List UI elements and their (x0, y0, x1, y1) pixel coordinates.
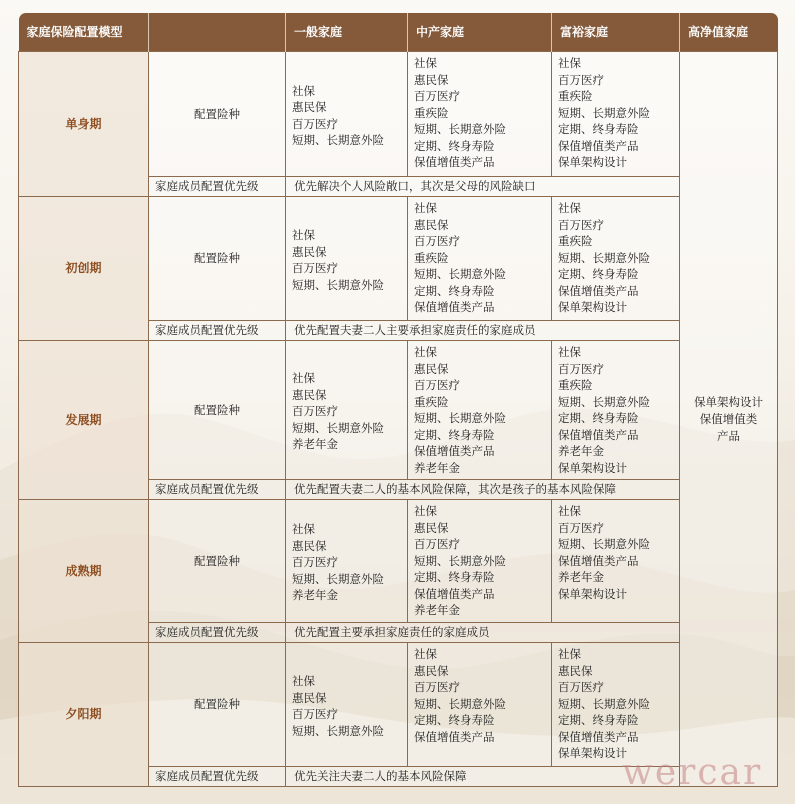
stage-label: 单身期 (19, 52, 149, 197)
list-item: 惠民保 (414, 72, 449, 87)
list-item: 保值增值类产品 (414, 300, 495, 314)
list-item: 惠民保 (292, 100, 327, 114)
list-item: 短期、长期意外险 (292, 571, 384, 586)
affluent-cell (552, 197, 680, 321)
list-item: 保单架构设计 (694, 394, 763, 409)
list-item: 社保 (558, 345, 581, 359)
priority-text: 优先配置夫妻二人主要承担家庭责任的家庭成员 (286, 321, 680, 341)
list-item: 社保 (558, 504, 581, 518)
table-row (19, 197, 778, 321)
header-blank (149, 13, 286, 52)
list-item: 社保 (558, 56, 581, 70)
affluent-cell (552, 52, 680, 177)
list-item: 保单架构设计 (558, 746, 627, 760)
list-item: 惠民保 (414, 520, 449, 535)
header-model: 家庭保险配置模型 (19, 13, 149, 52)
list-item: 保值增值类产品 (558, 427, 639, 442)
watermark: wercar (622, 752, 763, 793)
list-item: 社保 (414, 345, 437, 359)
insurance-types-label: 配置险种 (149, 197, 286, 321)
list-item: 重疾险 (414, 250, 449, 265)
list-item: 保值增值类产品 (414, 444, 495, 458)
list-item: 社保 (292, 228, 315, 242)
list-item: 百万医疗 (558, 72, 604, 87)
list-item: 百万医疗 (558, 520, 604, 535)
list-item: 短期、长期意外险 (292, 277, 384, 292)
priority-label: 家庭成员配置优先级 (149, 480, 286, 500)
list-item: 惠民保 (292, 387, 327, 402)
list-item: 百万医疗 (414, 234, 460, 248)
list-item: 百万医疗 (414, 378, 460, 392)
list-item: 短期、长期意外险 (292, 420, 384, 435)
list-item: 养老年金 (414, 460, 460, 475)
table-header-row (19, 13, 778, 52)
list-item: 惠民保 (414, 663, 449, 678)
stage-label: 发展期 (19, 341, 149, 500)
header-high-net-worth-family: 高净值家庭 (680, 13, 778, 52)
list-item: 重疾险 (558, 234, 593, 248)
header-general-family: 一般家庭 (286, 13, 408, 52)
list-item: 定期、终身寿险 (558, 122, 639, 136)
list-item: 短期、长期意外险 (558, 537, 650, 551)
list-item: 社保 (292, 371, 315, 386)
list-item: 保值增值类产品 (414, 586, 495, 601)
list-item: 重疾险 (414, 105, 449, 120)
insurance-config-table (18, 13, 778, 787)
list-item: 百万医疗 (558, 680, 604, 694)
list-item: 社保 (292, 83, 315, 98)
priority-text: 优先解决个人风险敞口，其次是父母的风险缺口 (286, 177, 680, 197)
list-item: 社保 (414, 504, 437, 518)
list-item: 保单架构设计 (558, 300, 627, 314)
list-item: 定期、终身寿险 (558, 713, 639, 727)
list-item: 社保 (558, 201, 581, 215)
list-item: 保单架构设计 (558, 155, 627, 169)
general-cell (286, 197, 408, 321)
list-item: 社保 (558, 647, 581, 661)
list-item: 短期、长期意外险 (292, 723, 384, 738)
list-item: 定期、终身寿险 (414, 427, 495, 442)
list-item: 百万医疗 (292, 404, 338, 419)
priority-text: 优先配置夫妻二人的基本风险保障，其次是孩子的基本风险保障 (286, 480, 680, 500)
list-item: 百万医疗 (414, 537, 460, 551)
list-item: 保值增值类产品 (414, 155, 495, 169)
list-item: 惠民保 (414, 217, 449, 232)
list-item: 定期、终身寿险 (414, 570, 495, 584)
list-item: 百万医疗 (292, 261, 338, 275)
list-item: 养老年金 (292, 588, 338, 603)
list-item: 短期、长期意外险 (414, 553, 506, 568)
middle-cell (408, 500, 552, 623)
stage-label: 夕阳期 (19, 643, 149, 787)
affluent-cell (552, 500, 680, 623)
list-item: 短期、长期意外险 (558, 394, 650, 409)
list-item: 保值增值类产品 (558, 729, 639, 744)
list-item: 短期、长期意外险 (414, 411, 506, 425)
list-item: 定期、终身寿险 (414, 283, 495, 298)
list-item: 重疾险 (558, 89, 593, 103)
list-item: 养老年金 (292, 437, 338, 452)
list-item: 社保 (414, 201, 437, 215)
list-item: 社保 (414, 56, 437, 70)
general-cell (286, 52, 408, 177)
list-item: 百万医疗 (414, 89, 460, 103)
list-item: 惠民保 (558, 663, 593, 678)
list-item: 社保 (292, 674, 315, 688)
insurance-types-label: 配置险种 (149, 500, 286, 623)
list-item: 惠民保 (292, 538, 327, 553)
list-item: 保值增值类产品 (414, 729, 495, 744)
list-item: 保值增值类产品 (558, 138, 639, 153)
list-item: 惠民保 (414, 361, 449, 376)
list-item: 定期、终身寿险 (558, 267, 639, 281)
stage-label: 成熟期 (19, 500, 149, 643)
list-item: 保值增值类 (699, 411, 758, 426)
table-row (19, 500, 778, 623)
header-affluent-family: 富裕家庭 (552, 13, 680, 52)
list-item: 百万医疗 (414, 680, 460, 694)
general-cell (286, 500, 408, 623)
priority-label: 家庭成员配置优先级 (149, 767, 286, 787)
list-item: 保值增值类产品 (558, 553, 639, 568)
middle-cell (408, 197, 552, 321)
list-item: 重疾险 (558, 378, 593, 392)
list-item: 惠民保 (292, 690, 327, 705)
list-item: 百万医疗 (558, 361, 604, 376)
insurance-types-label: 配置险种 (149, 52, 286, 177)
list-item: 惠民保 (292, 244, 327, 259)
list-item: 养老年金 (414, 603, 460, 617)
middle-cell (408, 643, 552, 767)
middle-cell (408, 52, 552, 177)
priority-text: 优先关注夫妻二人的基本风险保障 (286, 767, 680, 787)
list-item: 社保 (292, 522, 315, 537)
priority-label: 家庭成员配置优先级 (149, 177, 286, 197)
priority-label: 家庭成员配置优先级 (149, 623, 286, 643)
affluent-cell (552, 341, 680, 480)
list-item: 短期、长期意外险 (558, 250, 650, 265)
list-item: 短期、长期意外险 (558, 105, 650, 120)
stage-label: 初创期 (19, 197, 149, 341)
list-item: 定期、终身寿险 (414, 713, 495, 727)
general-cell (286, 341, 408, 480)
list-item: 百万医疗 (292, 555, 338, 570)
table-row (19, 643, 778, 767)
list-item: 短期、长期意外险 (414, 267, 506, 281)
table-row (19, 341, 778, 480)
insurance-types-label: 配置险种 (149, 643, 286, 767)
insurance-types-label: 配置险种 (149, 341, 286, 480)
list-item: 定期、终身寿险 (558, 411, 639, 425)
list-item: 产品 (717, 428, 740, 443)
list-item: 百万医疗 (558, 217, 604, 232)
priority-label: 家庭成员配置优先级 (149, 321, 286, 341)
list-item: 百万医疗 (292, 707, 338, 721)
high-net-worth-cell (680, 52, 778, 787)
list-item: 养老年金 (558, 444, 604, 458)
list-item: 短期、长期意外险 (292, 133, 384, 147)
table-row (19, 52, 778, 177)
list-item: 保单架构设计 (558, 586, 627, 601)
list-item: 保值增值类产品 (558, 283, 639, 298)
priority-text: 优先配置主要承担家庭责任的家庭成员 (286, 623, 680, 643)
list-item: 定期、终身寿险 (414, 138, 495, 153)
list-item: 百万医疗 (292, 116, 338, 131)
affluent-cell (552, 643, 680, 767)
header-middle-family: 中产家庭 (408, 13, 552, 52)
list-item: 短期、长期意外险 (414, 696, 506, 711)
list-item: 保单架构设计 (558, 460, 627, 475)
list-item: 短期、长期意外险 (558, 696, 650, 711)
list-item: 重疾险 (414, 394, 449, 409)
general-cell (286, 643, 408, 767)
list-item: 短期、长期意外险 (414, 122, 506, 136)
list-item: 社保 (414, 647, 437, 661)
middle-cell (408, 341, 552, 480)
list-item: 养老年金 (558, 570, 604, 584)
